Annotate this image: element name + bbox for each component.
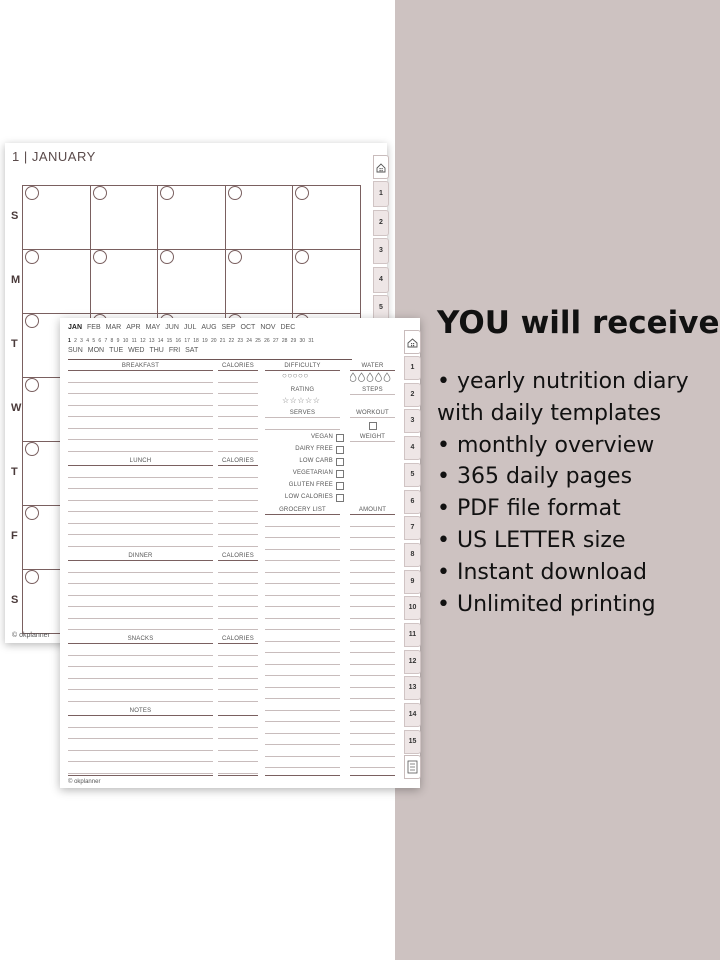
section-rule [218, 775, 258, 776]
writing-line [350, 710, 395, 711]
writing-line [218, 523, 258, 524]
monthly-page-title: 1 | JANUARY [12, 149, 96, 164]
weekday-link[interactable]: MON [87, 347, 105, 354]
water-drop-icon[interactable] [359, 373, 365, 382]
calories-label: CALORIES [222, 636, 254, 642]
writing-line [265, 526, 340, 527]
writing-line [350, 583, 395, 584]
writing-line [350, 698, 395, 699]
month-tab[interactable]: 2 [373, 210, 389, 236]
writing-line [265, 429, 340, 430]
date-link[interactable]: 14 [157, 338, 164, 344]
writing-line [350, 629, 395, 630]
writing-line [68, 678, 213, 679]
day-circle[interactable] [228, 186, 242, 200]
weekday-link[interactable]: SAT [185, 347, 199, 354]
difficulty-marks[interactable]: ○○○○○ [282, 371, 309, 380]
date-link[interactable]: 18 [193, 338, 199, 344]
section-rule [218, 643, 258, 644]
writing-line [218, 405, 258, 406]
weekday-link[interactable]: TUE [109, 347, 124, 354]
writing-line [68, 439, 213, 440]
month-link[interactable]: JUL [183, 324, 197, 331]
weekday-nav [68, 347, 203, 354]
date-link[interactable]: 30 [299, 338, 306, 344]
day-circle[interactable] [25, 186, 39, 200]
feature-item: • US LETTER size [437, 527, 626, 553]
month-link[interactable]: NOV [260, 324, 276, 331]
section-rule [68, 370, 213, 371]
writing-line [350, 641, 395, 642]
diet-checkbox[interactable] [336, 470, 344, 478]
writing-line [68, 523, 213, 524]
month-link[interactable]: OCT [240, 324, 256, 331]
grid-col-line [22, 185, 23, 633]
difficulty-label: DIFFICULTY [284, 363, 321, 369]
writing-line [68, 666, 213, 667]
writing-line [350, 687, 395, 688]
writing-line [68, 405, 213, 406]
writing-line [68, 750, 213, 751]
writing-line [350, 417, 395, 418]
month-link[interactable]: MAY [145, 324, 161, 331]
writing-line [68, 428, 213, 429]
day-circle[interactable] [25, 378, 39, 392]
calories-label: CALORIES [222, 458, 254, 464]
day-circle[interactable] [160, 250, 174, 264]
writing-line [68, 738, 213, 739]
diet-option-label: LOW CARB [299, 458, 333, 464]
writing-line [68, 511, 213, 512]
writing-line [350, 652, 395, 653]
month-link[interactable]: MAR [105, 324, 122, 331]
daily-tab[interactable]: 4 [404, 436, 421, 460]
date-link[interactable]: 25 [255, 338, 261, 344]
writing-line [218, 546, 258, 547]
date-link[interactable]: 15 [166, 338, 173, 344]
writing-line [218, 618, 258, 619]
writing-line [350, 675, 395, 676]
day-circle[interactable] [295, 186, 309, 200]
writing-line [265, 572, 340, 573]
writing-line [350, 744, 395, 745]
date-link[interactable]: 8 [110, 338, 114, 344]
workout-label: WORKOUT [356, 410, 389, 416]
writing-line [218, 439, 258, 440]
writing-line [218, 382, 258, 383]
water-drop-icon[interactable] [367, 373, 373, 382]
list-icon [405, 756, 420, 778]
day-label: F [11, 530, 18, 542]
grid-row-line [22, 249, 360, 250]
section-rule [350, 514, 395, 515]
writing-line [218, 416, 258, 417]
month-tab[interactable]: 4 [373, 267, 389, 293]
writing-line [68, 727, 213, 728]
writing-line [218, 738, 258, 739]
section-rule [265, 775, 340, 776]
writing-line [68, 689, 213, 690]
month-nav [68, 324, 300, 331]
writing-line [68, 618, 213, 619]
writing-line [68, 595, 213, 596]
daily-tab[interactable]: 5 [404, 463, 421, 487]
daily-tab[interactable]: 13 [404, 676, 421, 700]
daily-home-tab[interactable] [404, 330, 421, 354]
day-circle[interactable] [93, 186, 107, 200]
rating-label: RATING [290, 387, 315, 393]
date-link[interactable]: 10 [122, 338, 129, 344]
date-link[interactable]: 7 [104, 338, 108, 344]
date-link[interactable]: 27 [272, 338, 279, 344]
writing-line [265, 652, 340, 653]
writing-line [68, 629, 213, 630]
diet-option-label: LOW CALORIES [284, 494, 333, 500]
writing-line [218, 678, 258, 679]
divider [68, 359, 352, 360]
list-tab[interactable] [404, 755, 421, 779]
date-link[interactable]: 16 [175, 338, 182, 344]
date-link[interactable]: 31 [308, 338, 314, 344]
notes-label: NOTES [129, 708, 152, 714]
date-link[interactable]: 17 [184, 338, 190, 344]
writing-line [68, 773, 213, 774]
calories-label: CALORIES [222, 363, 254, 369]
serves-label: SERVES [289, 410, 316, 416]
headline: YOU will receive [437, 305, 720, 341]
daily-page [60, 318, 420, 788]
day-label: T [11, 338, 18, 350]
writing-line [265, 560, 340, 561]
feature-item: • Instant download [437, 559, 647, 585]
writing-line [218, 477, 258, 478]
diet-option-label: VEGAN [310, 434, 333, 440]
weekday-link[interactable]: THU [149, 347, 164, 354]
month-tab[interactable]: 3 [373, 238, 389, 264]
writing-line [68, 416, 213, 417]
writing-line [68, 583, 213, 584]
writing-line [68, 393, 213, 394]
day-label: M [11, 274, 21, 286]
writing-line [265, 744, 340, 745]
date-link[interactable]: 20 [210, 338, 217, 344]
writing-line [350, 549, 395, 550]
writing-line [350, 572, 395, 573]
diet-option-label: GLUTEN FREE [288, 482, 333, 488]
daily-tab[interactable]: 12 [404, 650, 421, 674]
writing-line [265, 721, 340, 722]
day-circle[interactable] [25, 442, 39, 456]
writing-line [218, 666, 258, 667]
writing-line [218, 583, 258, 584]
writing-line [265, 618, 340, 619]
date-link[interactable]: 5 [92, 338, 96, 344]
day-label: W [11, 402, 22, 414]
writing-line [218, 511, 258, 512]
date-link[interactable]: 19 [202, 338, 208, 344]
date-link[interactable]: 29 [290, 338, 297, 344]
writing-line [265, 733, 340, 734]
writing-line [350, 721, 395, 722]
daily-tab[interactable]: 6 [404, 490, 421, 514]
writing-line [68, 701, 213, 702]
section-rule [350, 370, 395, 371]
day-circle[interactable] [295, 250, 309, 264]
writing-line [350, 733, 395, 734]
writing-line [68, 546, 213, 547]
day-circle[interactable] [160, 186, 174, 200]
home-icon [405, 331, 420, 353]
day-label: T [11, 466, 18, 478]
writing-line [218, 727, 258, 728]
writing-line [350, 618, 395, 619]
date-link[interactable]: 11 [131, 338, 137, 344]
water-drop-icon[interactable] [384, 373, 390, 382]
month-link[interactable]: FEB [87, 324, 101, 331]
writing-line [218, 606, 258, 607]
writing-line [218, 629, 258, 630]
diet-checkbox[interactable] [336, 446, 344, 454]
rating-stars[interactable]: ☆☆☆☆☆ [282, 396, 321, 405]
daily-tab[interactable]: 7 [404, 516, 421, 540]
amount-label: AMOUNT [358, 507, 387, 513]
daily-tab[interactable]: 10 [404, 596, 421, 620]
section-rule [218, 560, 258, 561]
diet-checkbox[interactable] [336, 494, 344, 502]
month-link[interactable]: JUN [165, 324, 179, 331]
writing-line [265, 687, 340, 688]
diet-checkbox[interactable] [336, 458, 344, 466]
water-label: WATER [361, 363, 384, 369]
daily-tab[interactable]: 3 [404, 409, 421, 433]
section-rule [265, 514, 340, 515]
date-link[interactable]: 2 [74, 338, 77, 344]
section-rule [68, 775, 213, 776]
writing-line [265, 549, 340, 550]
date-link[interactable]: 9 [116, 338, 120, 344]
writing-line [265, 710, 340, 711]
weekday-link[interactable]: FRI [168, 347, 181, 354]
monthly-page-footer: © okplanner [12, 632, 50, 639]
section-rule [265, 370, 340, 371]
writing-line [350, 394, 395, 395]
diet-option-label: VEGETARIAN [292, 470, 333, 476]
writing-line [218, 428, 258, 429]
writing-line [68, 382, 213, 383]
daily-tab[interactable]: 2 [404, 383, 421, 407]
day-label: S [11, 210, 19, 222]
writing-line [265, 595, 340, 596]
writing-line [265, 664, 340, 665]
weight-label: WEIGHT [359, 434, 386, 440]
date-link[interactable]: 23 [237, 338, 244, 344]
writing-line [350, 664, 395, 665]
month-link[interactable]: SEP [221, 324, 236, 331]
diet-option-label: DAIRY FREE [295, 446, 333, 452]
month-tab[interactable]: 1 [373, 181, 389, 207]
feature-item: • yearly nutrition diary [437, 369, 689, 394]
month-link[interactable]: JAN [68, 324, 83, 331]
daily-tab[interactable]: 14 [404, 703, 421, 727]
writing-line [68, 451, 213, 452]
writing-line [350, 441, 395, 442]
date-link[interactable]: 4 [86, 338, 90, 344]
writing-line [265, 767, 340, 768]
writing-line [265, 756, 340, 757]
writing-line [265, 606, 340, 607]
grocery-label: GROCERY LIST [279, 507, 326, 513]
snacks-label: SNACKS [127, 636, 154, 642]
section-rule [68, 643, 213, 644]
day-label: S [11, 594, 19, 606]
date-link[interactable]: 12 [140, 338, 146, 344]
section-rule [68, 715, 213, 716]
weekday-link[interactable]: SUN [68, 347, 83, 354]
writing-line [218, 750, 258, 751]
writing-line [218, 393, 258, 394]
writing-line [68, 477, 213, 478]
day-circle[interactable] [25, 250, 39, 264]
section-rule [218, 370, 258, 371]
writing-line [265, 629, 340, 630]
writing-line [350, 526, 395, 527]
water-drop-icon[interactable] [350, 373, 356, 382]
date-link[interactable]: 13 [148, 338, 155, 344]
date-link[interactable]: 22 [228, 338, 235, 344]
daily-tab[interactable]: 15 [404, 730, 421, 754]
home-icon [374, 156, 388, 178]
writing-line [218, 488, 258, 489]
writing-line [68, 761, 213, 762]
date-link[interactable]: 21 [219, 338, 226, 344]
section-rule [218, 465, 258, 466]
writing-line [218, 761, 258, 762]
day-circle[interactable] [228, 250, 242, 264]
writing-line [68, 488, 213, 489]
day-circle[interactable] [25, 570, 39, 584]
lunch-label: LUNCH [129, 458, 152, 464]
writing-line [265, 537, 340, 538]
writing-line [265, 417, 340, 418]
writing-line [350, 560, 395, 561]
day-circle[interactable] [93, 250, 107, 264]
date-link[interactable]: 6 [98, 338, 102, 344]
day-circle[interactable] [25, 314, 39, 328]
daily-tab[interactable]: 11 [404, 623, 421, 647]
feature-list [437, 366, 717, 620]
writing-line [68, 655, 213, 656]
workout-checkbox[interactable] [369, 422, 377, 430]
month-tab[interactable]: 5 [373, 295, 389, 321]
daily-tab[interactable]: 9 [404, 570, 421, 594]
date-link[interactable]: 3 [80, 338, 83, 344]
writing-line [218, 451, 258, 452]
date-link[interactable]: 28 [281, 338, 288, 344]
writing-line [265, 583, 340, 584]
writing-line [218, 773, 258, 774]
writing-line [68, 572, 213, 573]
date-link[interactable]: 1 [68, 338, 71, 344]
writing-line [265, 675, 340, 676]
daily-tab[interactable]: 1 [404, 356, 421, 380]
date-link[interactable]: 24 [246, 338, 252, 344]
writing-line [350, 537, 395, 538]
dinner-label: DINNER [128, 553, 153, 559]
writing-line [218, 701, 258, 702]
writing-line [218, 595, 258, 596]
writing-line [68, 606, 213, 607]
water-drop-icon[interactable] [376, 373, 382, 382]
feature-item: • 365 daily pages [437, 464, 633, 490]
feature-item: • Unlimited printing [437, 591, 656, 617]
month-link[interactable]: DEC [280, 324, 296, 331]
writing-line [218, 572, 258, 573]
writing-line [265, 641, 340, 642]
water-drop-icons [350, 372, 395, 382]
writing-line [68, 534, 213, 535]
section-rule [68, 560, 213, 561]
home-tab[interactable] [373, 155, 389, 179]
writing-line [68, 500, 213, 501]
diet-checkbox[interactable] [336, 434, 344, 442]
writing-line [265, 698, 340, 699]
weekday-link[interactable]: WED [128, 347, 145, 354]
section-rule [350, 775, 395, 776]
feature-item: with daily templates [437, 400, 662, 426]
month-link[interactable]: APR [126, 324, 141, 331]
date-nav [68, 338, 317, 344]
grid-row-line [22, 185, 360, 186]
writing-line [350, 767, 395, 768]
feature-item: • monthly overview [437, 432, 655, 458]
writing-line [218, 655, 258, 656]
daily-page-footer: © okplanner [68, 779, 101, 785]
breakfast-label: BREAKFAST [121, 363, 160, 369]
grid-row-line [22, 313, 360, 314]
daily-tab[interactable]: 8 [404, 543, 421, 567]
feature-item: • PDF file format [437, 496, 621, 522]
diet-checkbox[interactable] [336, 482, 344, 490]
writing-line [350, 595, 395, 596]
day-circle[interactable] [25, 506, 39, 520]
water-drops[interactable] [350, 372, 395, 384]
writing-line [218, 534, 258, 535]
writing-line [350, 606, 395, 607]
steps-label: STEPS [362, 387, 383, 393]
month-link[interactable]: AUG [201, 324, 217, 331]
section-rule [218, 715, 258, 716]
calories-label: CALORIES [222, 553, 254, 559]
writing-line [350, 756, 395, 757]
writing-line [218, 500, 258, 501]
date-link[interactable]: 26 [264, 338, 270, 344]
section-rule [68, 465, 213, 466]
writing-line [218, 689, 258, 690]
